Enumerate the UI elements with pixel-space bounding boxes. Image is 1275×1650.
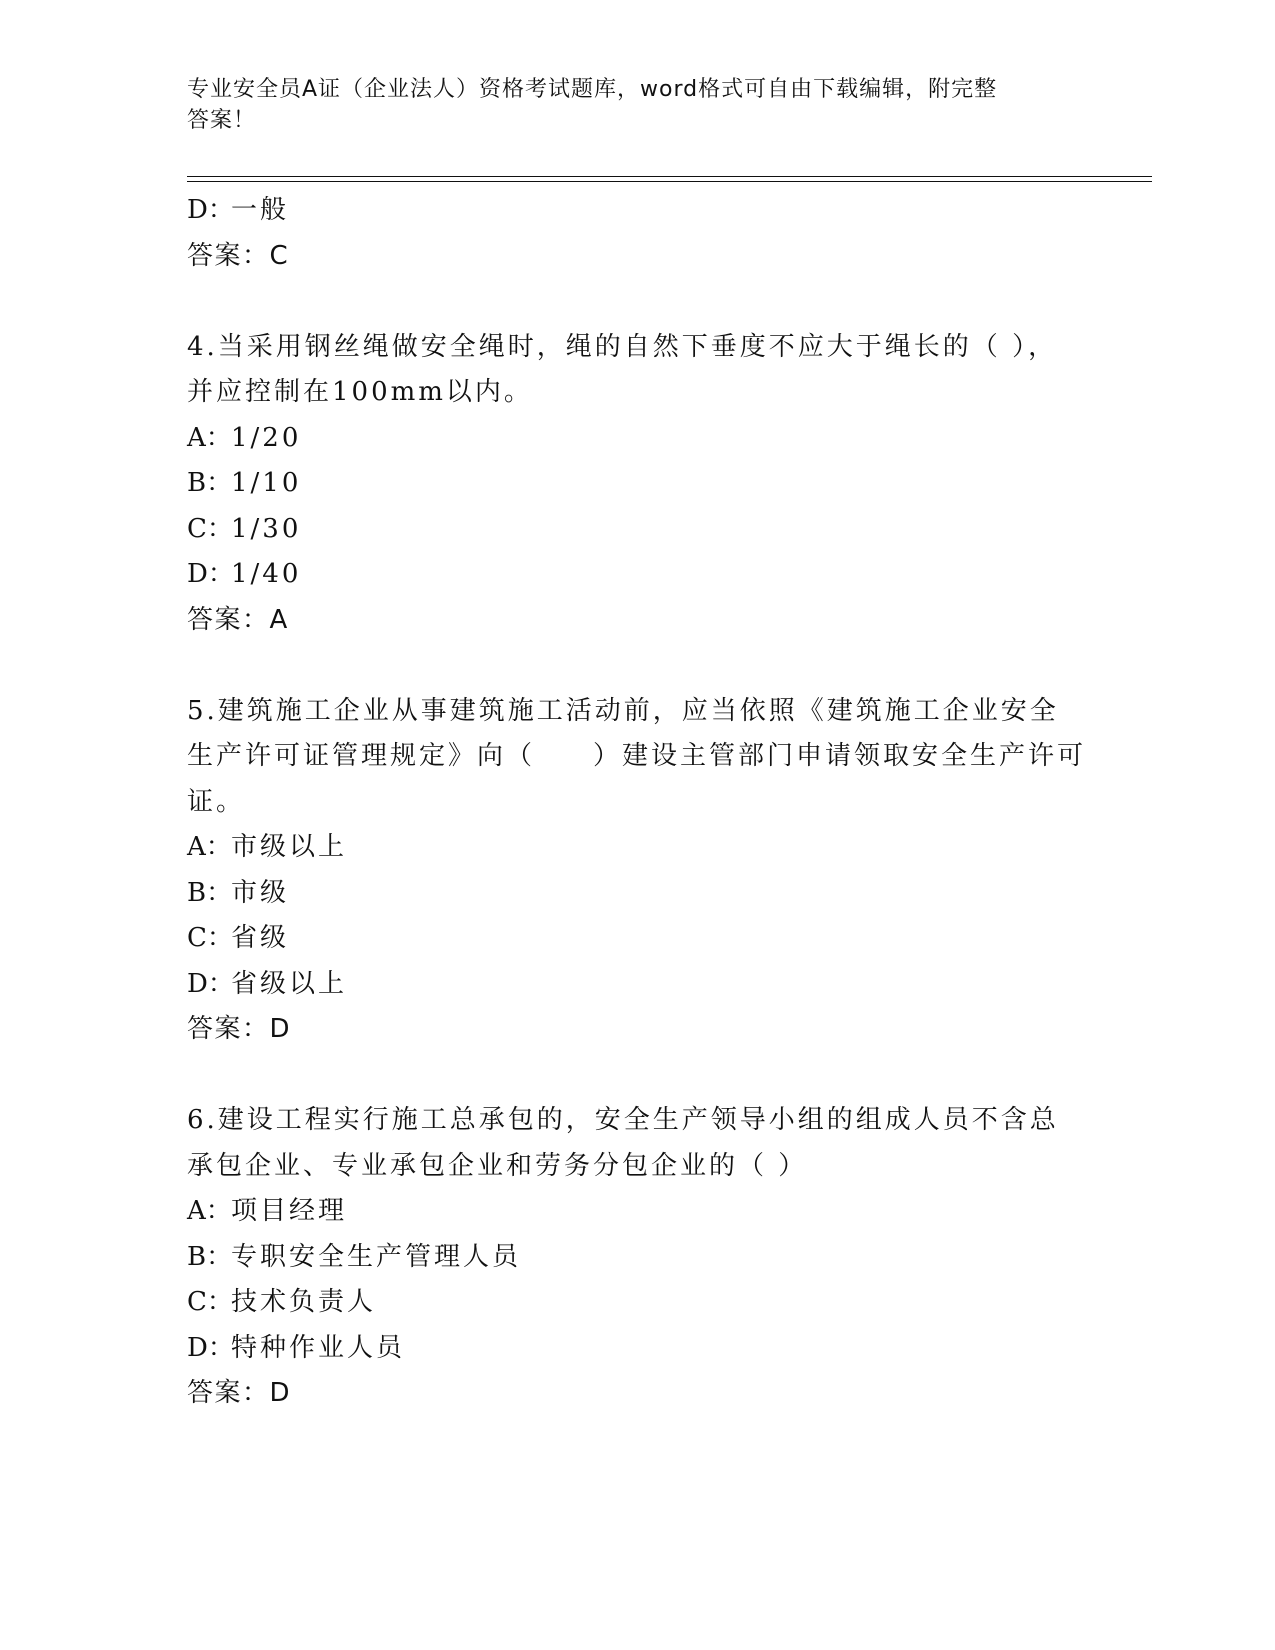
- question-line: 承包企业、专业承包企业和劳务分包企业的（ ）: [187, 1150, 808, 1181]
- option-text: 专职安全生产管理人员: [231, 1241, 522, 1272]
- header-divider-top: [187, 176, 1152, 177]
- option-text: 特种作业人员: [231, 1332, 406, 1363]
- answer-line: 答案：D: [187, 1014, 292, 1044]
- option-text: 市级: [231, 877, 290, 908]
- option-d: [187, 1326, 1087, 1372]
- option-text: 省级: [231, 923, 290, 953]
- option-key: D：: [187, 195, 234, 225]
- spacer: [187, 1053, 1087, 1099]
- page-header: [187, 74, 1087, 136]
- option-text: 1/40: [231, 559, 302, 589]
- option-c: [187, 507, 1087, 553]
- option-key: A：: [187, 832, 232, 862]
- option-text: 1/30: [231, 513, 302, 544]
- option-a: [187, 825, 1087, 871]
- option-c: [187, 1280, 1087, 1326]
- option-key: D：: [187, 559, 234, 589]
- option-d: [187, 552, 1087, 598]
- question-line: 并应控制在100mm以内。: [187, 377, 533, 407]
- question-line: 5.建筑施工企业从事建筑施工活动前，应当依照《建筑施工企业安全: [187, 695, 1059, 726]
- option-key: B：: [187, 877, 233, 908]
- option-key: B：: [187, 1241, 233, 1272]
- answer-line: 答案：A: [187, 604, 289, 635]
- question-line: 证。: [187, 786, 246, 817]
- option-key: A：: [187, 422, 232, 453]
- option-d: [187, 962, 1087, 1008]
- option-text: 省级以上: [231, 968, 348, 999]
- option-key: C：: [187, 1287, 233, 1317]
- answer-line: 答案：C: [187, 240, 290, 271]
- option-a: [187, 1189, 1087, 1235]
- option-key: D：: [187, 968, 234, 999]
- question-line: 4.当采用钢丝绳做安全绳时，绳的自然下垂度不应大于绳长的（ ），: [187, 331, 1058, 362]
- option-text: 技术负责人: [231, 1287, 377, 1317]
- question-6-text: [187, 1098, 1087, 1189]
- option-b: [187, 871, 1087, 917]
- spacer: [187, 279, 1087, 325]
- question-line: 生产许可证管理规定》向（ ）建设主管部门申请领取安全生产许可: [187, 741, 1087, 771]
- option-text: 市级以上: [231, 832, 348, 862]
- header-line-1: 专业安全员A证（企业法人）资格考试题库，word格式可自由下载编辑，附完整: [187, 77, 998, 102]
- header-divider-bottom: [187, 181, 1152, 182]
- option-key: D：: [187, 1332, 234, 1363]
- question-5-text: [187, 689, 1087, 826]
- question-content: [187, 188, 1087, 1417]
- header-line-2: 答案！: [187, 108, 257, 133]
- option-text: 1/20: [231, 422, 302, 453]
- spacer: [187, 643, 1087, 689]
- option-key: C：: [187, 923, 233, 953]
- answer-line: 答案：D: [187, 1378, 292, 1408]
- option-b: [187, 461, 1087, 507]
- option-key: B：: [187, 468, 233, 498]
- option-b: [187, 1235, 1087, 1281]
- option-d: [187, 188, 1087, 234]
- option-text: 项目经理: [231, 1196, 348, 1226]
- option-text: 1/10: [231, 468, 302, 498]
- option-text: 一般: [231, 195, 290, 225]
- question-line: 6.建设工程实行施工总承包的，安全生产领导小组的组成人员不含总: [187, 1105, 1059, 1135]
- option-key: A：: [187, 1196, 232, 1226]
- question-4-text: [187, 325, 1087, 416]
- option-a: [187, 416, 1087, 462]
- option-c: [187, 916, 1087, 962]
- option-key: C：: [187, 513, 233, 544]
